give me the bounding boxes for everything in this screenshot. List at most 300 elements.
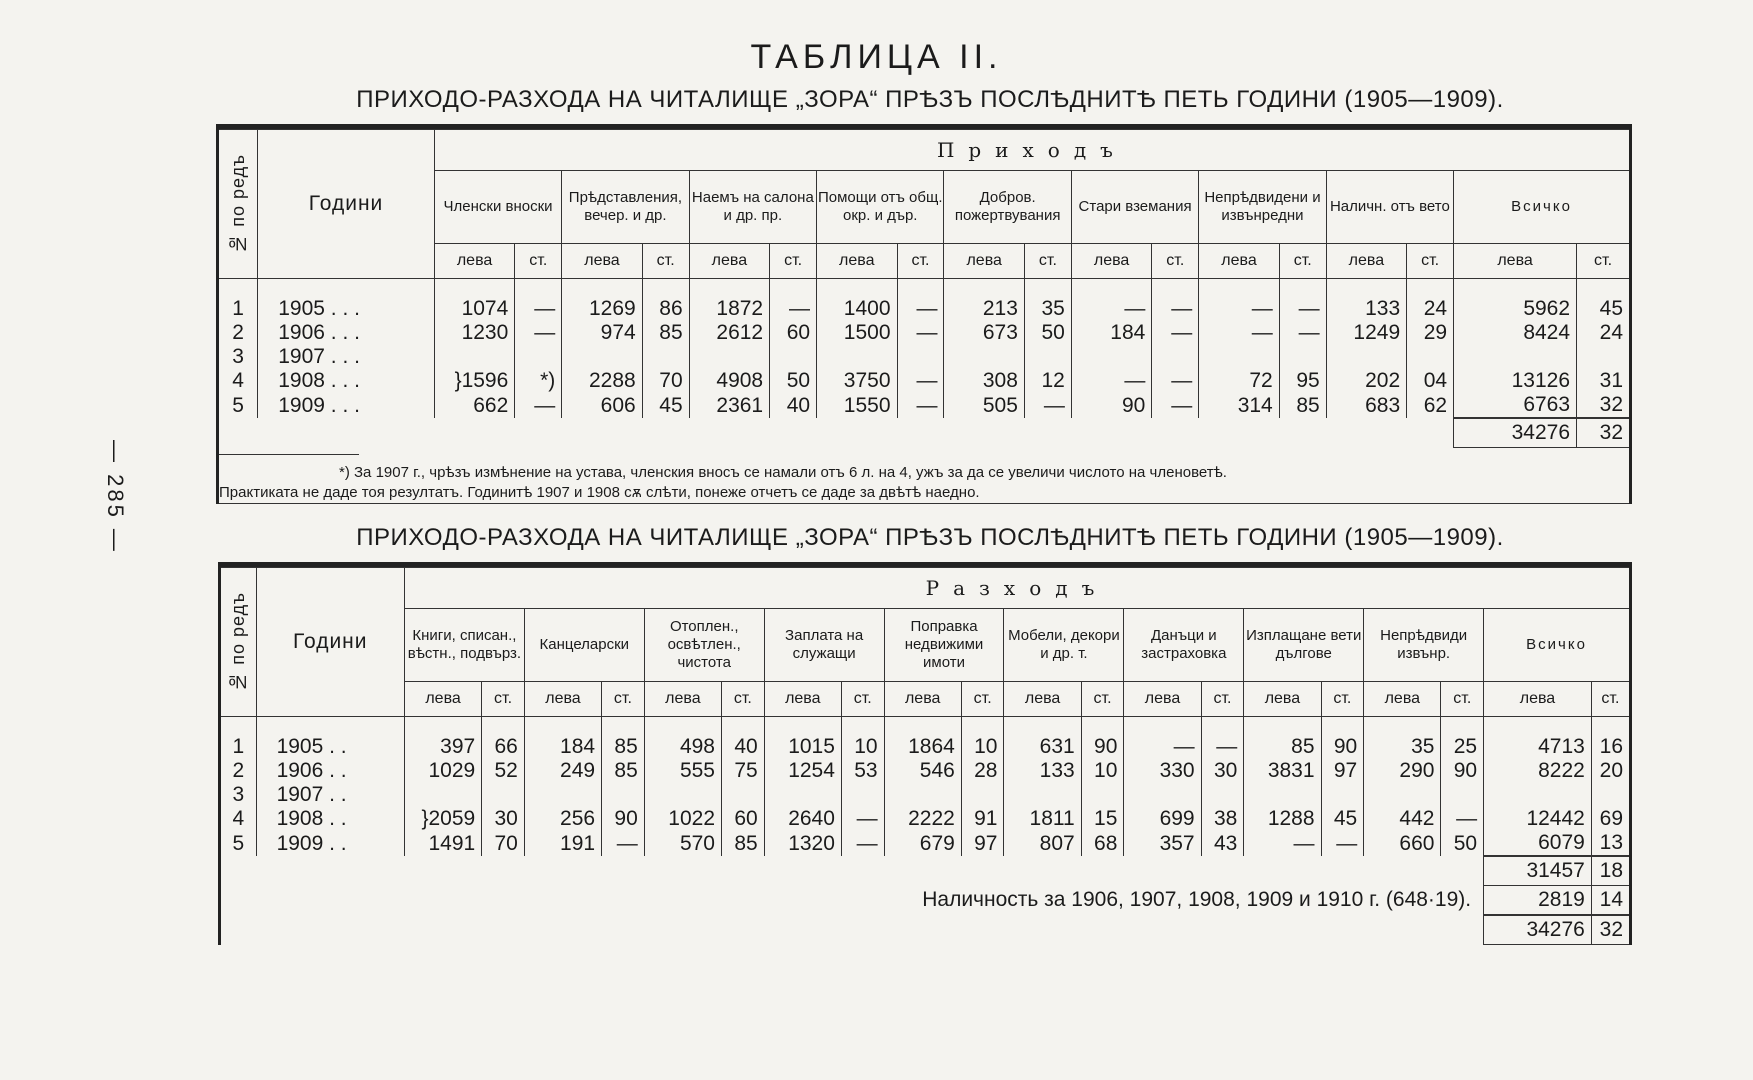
cell-st: 85 <box>722 831 765 856</box>
cell-st: — <box>1321 831 1364 856</box>
cell-st: — <box>897 321 944 345</box>
cell-st <box>602 783 645 807</box>
cell-leva: 1015 <box>764 735 841 759</box>
table-row <box>218 393 1631 418</box>
expense-subtotal-leva: 31457 <box>1484 856 1592 886</box>
cell-st: 91 <box>961 807 1004 831</box>
cell-st: 85 <box>642 321 689 345</box>
spacer-cell <box>562 279 642 298</box>
cell-st: 35 <box>1024 297 1071 321</box>
unit-st-header: ст. <box>770 244 817 279</box>
cell-leva <box>1484 783 1592 807</box>
cell-leva <box>817 345 897 369</box>
unit-st-header: ст. <box>1024 244 1071 279</box>
spacer-cell <box>644 717 721 736</box>
cell-st: 40 <box>770 393 817 418</box>
cell-leva: 442 <box>1364 807 1441 831</box>
cell-st <box>897 345 944 369</box>
cell-st: 45 <box>1577 297 1631 321</box>
table-row <box>218 297 1631 321</box>
cell-leva: 308 <box>944 369 1024 393</box>
sum-gap <box>220 856 1484 886</box>
table-row <box>218 321 1631 345</box>
cell-st: 75 <box>722 759 765 783</box>
cell-leva: — <box>1124 735 1201 759</box>
cell-leva <box>1326 345 1406 369</box>
cell-st: — <box>897 393 944 418</box>
row-number: 3 <box>220 783 257 807</box>
cell-leva: 631 <box>1004 735 1081 759</box>
cell-leva: 184 <box>524 735 601 759</box>
table-row <box>220 735 1631 759</box>
cell-leva: 5962 <box>1454 297 1577 321</box>
cell-st <box>770 345 817 369</box>
cell-st: 50 <box>770 369 817 393</box>
income-total-leva: 34276 <box>1454 418 1577 448</box>
cell-st <box>1201 783 1244 807</box>
row-number: 2 <box>218 321 258 345</box>
spacer-cell <box>524 717 601 736</box>
grand-total-st: 32 <box>1591 915 1630 945</box>
table-row <box>220 807 1631 831</box>
cell-leva: — <box>1199 297 1279 321</box>
cell-leva: 133 <box>1326 297 1406 321</box>
unit-leva-header: лева <box>1199 244 1279 279</box>
spacer-cell <box>1201 717 1244 736</box>
row-year: 1908 . . <box>256 807 404 831</box>
cell-st: — <box>1279 297 1326 321</box>
cell-leva: 4908 <box>689 369 769 393</box>
spacer-cell <box>1454 279 1577 298</box>
cell-leva: 133 <box>1004 759 1081 783</box>
expense-table <box>218 562 1632 945</box>
unit-leva-header: лева <box>434 244 514 279</box>
col-header: Мобели, декори и др. т. <box>1004 609 1124 682</box>
spacer-cell <box>1441 717 1484 736</box>
cell-leva <box>1199 345 1279 369</box>
spacer-cell <box>482 717 525 736</box>
spacer-cell <box>642 279 689 298</box>
cell-leva: 191 <box>524 831 601 856</box>
cell-leva <box>644 783 721 807</box>
spacer-cell <box>258 279 435 298</box>
cell-leva <box>1004 783 1081 807</box>
spacer-cell <box>817 279 897 298</box>
cell-leva: 1811 <box>1004 807 1081 831</box>
cell-leva: 1249 <box>1326 321 1406 345</box>
spacer-cell <box>1364 717 1441 736</box>
grand-total-leva: 34276 <box>1484 915 1592 945</box>
row-year: 1909 . . <box>256 831 404 856</box>
col-header: Добров. пожертвувания <box>944 171 1071 244</box>
col-header: Прѣдставления, вечер. и др. <box>562 171 689 244</box>
spacer-cell <box>434 279 514 298</box>
spacer-cell <box>689 279 769 298</box>
cell-st: *) <box>515 369 562 393</box>
sum-gap <box>220 915 1484 945</box>
cell-st: 10 <box>961 735 1004 759</box>
unit-leva-header: лева <box>764 682 841 717</box>
unit-leva-header: лева <box>689 244 769 279</box>
cell-leva: 6079 <box>1484 831 1592 856</box>
footnote <box>218 448 1631 504</box>
cell-st: 20 <box>1591 759 1630 783</box>
unit-st-header: ст. <box>642 244 689 279</box>
cell-st: 97 <box>961 831 1004 856</box>
table1-subtitle: ПРИХОДО-РАЗХОДА НА ЧИТАЛИЩЕ „ЗОРА“ ПРѢЗЪ ПОСЛѢДНИТѢ ПЕТЬ ГОДИНИ (1905—1909). <box>356 86 1504 113</box>
cell-st <box>482 783 525 807</box>
cell-leva: 1254 <box>764 759 841 783</box>
row-year: 1906 . . . <box>258 321 435 345</box>
cell-st: 25 <box>1441 735 1484 759</box>
unit-st-header: ст. <box>1591 682 1630 717</box>
cell-leva <box>1364 783 1441 807</box>
table2-subtitle: ПРИХОДО-РАЗХОДА НА ЧИТАЛИЩЕ „ЗОРА“ ПРѢЗЪ ПОСЛѢДНИТѢ ПЕТЬ ГОДИНИ (1905—1909). <box>356 524 1504 551</box>
cell-leva: 2361 <box>689 393 769 418</box>
row-no-header: № по редъ <box>218 130 258 279</box>
cell-st: — <box>897 297 944 321</box>
row-year: 1909 . . . <box>258 393 435 418</box>
row-number: 2 <box>220 759 257 783</box>
col-header: Книги, списан., вѣстн., подвърз. <box>404 609 524 682</box>
cell-leva: 2640 <box>764 807 841 831</box>
unit-st-header: ст. <box>1201 682 1244 717</box>
spacer-cell <box>1199 279 1279 298</box>
cell-st: 85 <box>602 759 645 783</box>
balance-st: 14 <box>1591 886 1630 916</box>
unit-st-header: ст. <box>1441 682 1484 717</box>
row-number: 5 <box>218 393 258 418</box>
page-number: — 285 — <box>103 440 128 554</box>
col-header: Стари вземания <box>1071 171 1198 244</box>
cell-leva: 1230 <box>434 321 514 345</box>
unit-leva-header: лева <box>1124 682 1201 717</box>
cell-leva: — <box>1199 321 1279 345</box>
spacer-cell <box>218 279 258 298</box>
cell-st: — <box>1024 393 1071 418</box>
col-header: Помощи отъ общ. окр. и дър. <box>817 171 944 244</box>
cell-st: 30 <box>1201 759 1244 783</box>
cell-leva: 3750 <box>817 369 897 393</box>
col-header-total: Всичко <box>1454 171 1631 244</box>
cell-st: — <box>1152 321 1199 345</box>
cell-st: 24 <box>1577 321 1631 345</box>
cell-leva <box>884 783 961 807</box>
row-year: 1907 . . <box>256 783 404 807</box>
spacer-cell <box>1244 717 1321 736</box>
cell-st: 53 <box>841 759 884 783</box>
cell-st <box>1441 783 1484 807</box>
cell-st: 04 <box>1407 369 1454 393</box>
cell-leva: — <box>1244 831 1321 856</box>
cell-st: 10 <box>1081 759 1124 783</box>
cell-st: — <box>1279 321 1326 345</box>
cell-st: — <box>770 297 817 321</box>
footnote-line-1: *) За 1907 г., чрѣзъ измѣнение на устава, членския вносъ се намали отъ 6 л. на 4, ужъ за да се увеличи числото на членоветѣ. <box>339 464 1227 481</box>
cell-st: 60 <box>770 321 817 345</box>
page-title: ТАБЛИЦА II. <box>750 38 1003 76</box>
row-no-header: № по редъ <box>220 568 257 717</box>
spacer-cell <box>1326 279 1406 298</box>
cell-leva: 974 <box>562 321 642 345</box>
income-total-st: 32 <box>1577 418 1631 448</box>
cell-st: 90 <box>602 807 645 831</box>
row-year: 1907 . . . <box>258 345 435 369</box>
cell-leva <box>404 783 481 807</box>
unit-leva-header: лева <box>404 682 481 717</box>
cell-st: 86 <box>642 297 689 321</box>
footnote-line-2: Практиката не даде тоя резултатъ. Годинитѣ 1907 и 1908 сѫ слѣти, понеже отчетъ се даде за двѣтѣ наедно. <box>219 484 980 501</box>
spacer-cell <box>1407 279 1454 298</box>
cell-leva: 4713 <box>1484 735 1592 759</box>
cell-st <box>1152 345 1199 369</box>
row-number: 3 <box>218 345 258 369</box>
cell-st: 43 <box>1201 831 1244 856</box>
cell-st: 70 <box>482 831 525 856</box>
cell-leva: 1500 <box>817 321 897 345</box>
cell-leva: 1074 <box>434 297 514 321</box>
unit-st-header: ст. <box>515 244 562 279</box>
cell-leva: 1288 <box>1244 807 1321 831</box>
cell-leva: 1550 <box>817 393 897 418</box>
cell-st: 24 <box>1407 297 1454 321</box>
cell-leva: 673 <box>944 321 1024 345</box>
cell-st: — <box>841 831 884 856</box>
cell-leva <box>944 345 1024 369</box>
cell-leva: 1491 <box>404 831 481 856</box>
cell-st: — <box>515 297 562 321</box>
cell-leva <box>1454 345 1577 369</box>
cell-leva: 662 <box>434 393 514 418</box>
cell-st <box>642 345 689 369</box>
row-number: 4 <box>220 807 257 831</box>
row-number: 1 <box>218 297 258 321</box>
cell-leva: — <box>1071 297 1151 321</box>
cell-st: 30 <box>482 807 525 831</box>
sum-gap <box>218 418 1454 448</box>
cell-leva <box>562 345 642 369</box>
cell-leva: 8424 <box>1454 321 1577 345</box>
row-number: 5 <box>220 831 257 856</box>
cell-st: — <box>515 393 562 418</box>
spacer-cell <box>515 279 562 298</box>
footnote-rule <box>219 454 359 455</box>
cell-leva: 213 <box>944 297 1024 321</box>
unit-st-header: ст. <box>482 682 525 717</box>
income-ledger <box>216 129 1632 504</box>
cell-leva: 1320 <box>764 831 841 856</box>
cell-st: 60 <box>722 807 765 831</box>
spacer-cell <box>1152 279 1199 298</box>
cell-leva <box>524 783 601 807</box>
cell-st <box>722 783 765 807</box>
spacer-cell <box>1124 717 1201 736</box>
cell-leva: 1029 <box>404 759 481 783</box>
spacer-cell <box>1321 717 1364 736</box>
spacer-cell <box>764 717 841 736</box>
unit-leva-header: лева <box>1326 244 1406 279</box>
col-header: Отоплен., освѣтлен., чистота <box>644 609 764 682</box>
cell-leva: 397 <box>404 735 481 759</box>
cell-st <box>1591 783 1630 807</box>
cell-leva: 2612 <box>689 321 769 345</box>
cell-st: 70 <box>642 369 689 393</box>
cell-leva: 1269 <box>562 297 642 321</box>
unit-leva-header: лева <box>1004 682 1081 717</box>
cell-st <box>1577 345 1631 369</box>
balance-leva: 2819 <box>1484 886 1592 916</box>
cell-leva: 1864 <box>884 735 961 759</box>
expense-subtotal-st: 18 <box>1591 856 1630 886</box>
income-section-header: Приходъ <box>434 130 1630 171</box>
cell-leva: 249 <box>524 759 601 783</box>
cell-st: — <box>1152 393 1199 418</box>
cell-leva: 679 <box>884 831 961 856</box>
cell-leva: 555 <box>644 759 721 783</box>
cell-leva: 2288 <box>562 369 642 393</box>
spacer-cell <box>1591 717 1630 736</box>
cell-st <box>1024 345 1071 369</box>
spacer-cell <box>961 717 1004 736</box>
spacer-cell <box>602 717 645 736</box>
income-table <box>216 124 1632 504</box>
col-header: Данъци и застраховка <box>1124 609 1244 682</box>
cell-st: 85 <box>602 735 645 759</box>
cell-st: 40 <box>722 735 765 759</box>
cell-leva: 1022 <box>644 807 721 831</box>
balance-label: Наличность за 1906, 1907, 1908, 1909 и 1910 г. (648·19). <box>922 888 1472 912</box>
cell-leva: 13126 <box>1454 369 1577 393</box>
cell-st: 16 <box>1591 735 1630 759</box>
col-header: Изплащане вети дългове <box>1244 609 1364 682</box>
cell-st: 29 <box>1407 321 1454 345</box>
spacer-cell <box>256 717 404 736</box>
cell-leva: 699 <box>1124 807 1201 831</box>
cell-st: 69 <box>1591 807 1630 831</box>
cell-st: 66 <box>482 735 525 759</box>
cell-leva: 498 <box>644 735 721 759</box>
col-header: Членски вноски <box>434 171 561 244</box>
unit-leva-header: лева <box>1454 244 1577 279</box>
unit-leva-header: лева <box>817 244 897 279</box>
cell-leva: 6763 <box>1454 393 1577 418</box>
cell-leva <box>1071 345 1151 369</box>
cell-st: 12 <box>1024 369 1071 393</box>
cell-st: 32 <box>1577 393 1631 418</box>
cell-leva: 256 <box>524 807 601 831</box>
cell-st <box>1321 783 1364 807</box>
spacer-cell <box>722 717 765 736</box>
cell-st: — <box>841 807 884 831</box>
cell-leva <box>1124 783 1201 807</box>
row-number: 4 <box>218 369 258 393</box>
col-header: Заплата на служащи <box>764 609 884 682</box>
cell-st: 97 <box>1321 759 1364 783</box>
cell-leva: 72 <box>1199 369 1279 393</box>
cell-st: 31 <box>1577 369 1631 393</box>
cell-st <box>1407 345 1454 369</box>
cell-st: — <box>602 831 645 856</box>
col-header: Наличн. отъ вето <box>1326 171 1453 244</box>
row-year: 1905 . . <box>256 735 404 759</box>
cell-leva: 330 <box>1124 759 1201 783</box>
expense-section-header: Разходъ <box>404 568 1630 609</box>
table-row <box>218 345 1631 369</box>
unit-leva-header: лева <box>1071 244 1151 279</box>
cell-leva <box>434 345 514 369</box>
cell-st <box>515 345 562 369</box>
spacer-cell <box>1577 279 1631 298</box>
cell-leva: 1400 <box>817 297 897 321</box>
cell-leva <box>1244 783 1321 807</box>
unit-leva-header: лева <box>562 244 642 279</box>
spacer-cell <box>1071 279 1151 298</box>
spacer-cell <box>1484 717 1592 736</box>
cell-leva: 570 <box>644 831 721 856</box>
cell-leva <box>764 783 841 807</box>
col-header: Непрѣдвидени и извънредни <box>1199 171 1326 244</box>
unit-leva-header: лева <box>1244 682 1321 717</box>
spacer-cell <box>1004 717 1081 736</box>
spacer-cell <box>1279 279 1326 298</box>
unit-st-header: ст. <box>1279 244 1326 279</box>
cell-leva: 546 <box>884 759 961 783</box>
cell-st: 90 <box>1081 735 1124 759</box>
cell-leva: 12442 <box>1484 807 1592 831</box>
row-number: 1 <box>220 735 257 759</box>
cell-leva: 184 <box>1071 321 1151 345</box>
unit-st-header: ст. <box>1577 244 1631 279</box>
col-header-total: Всичко <box>1484 609 1631 682</box>
cell-leva: 660 <box>1364 831 1441 856</box>
cell-leva: 683 <box>1326 393 1406 418</box>
cell-st: 85 <box>1279 393 1326 418</box>
cell-st: 52 <box>482 759 525 783</box>
unit-st-header: ст. <box>602 682 645 717</box>
cell-leva <box>689 345 769 369</box>
cell-st: 50 <box>1441 831 1484 856</box>
cell-st: 38 <box>1201 807 1244 831</box>
spacer-cell <box>220 717 257 736</box>
cell-st: 13 <box>1591 831 1630 856</box>
cell-leva: 357 <box>1124 831 1201 856</box>
unit-leva-header: лева <box>644 682 721 717</box>
cell-leva: 90 <box>1071 393 1151 418</box>
cell-st: — <box>1201 735 1244 759</box>
unit-leva-header: лева <box>944 244 1024 279</box>
cell-st: — <box>1441 807 1484 831</box>
cell-leva: }1596 <box>434 369 514 393</box>
cell-st: — <box>1152 297 1199 321</box>
spacer-cell <box>897 279 944 298</box>
spacer-cell <box>1081 717 1124 736</box>
cell-leva: 85 <box>1244 735 1321 759</box>
cell-st: 50 <box>1024 321 1071 345</box>
col-header: Наемъ на салона и др. пр. <box>689 171 816 244</box>
years-header: Години <box>256 568 404 717</box>
cell-leva: 606 <box>562 393 642 418</box>
cell-leva: 3831 <box>1244 759 1321 783</box>
unit-st-header: ст. <box>841 682 884 717</box>
cell-st: 45 <box>1321 807 1364 831</box>
cell-leva: 8222 <box>1484 759 1592 783</box>
years-header: Години <box>258 130 435 279</box>
cell-st: — <box>897 369 944 393</box>
cell-st: 95 <box>1279 369 1326 393</box>
cell-st: 90 <box>1321 735 1364 759</box>
unit-leva-header: лева <box>1484 682 1592 717</box>
spacer-cell <box>884 717 961 736</box>
